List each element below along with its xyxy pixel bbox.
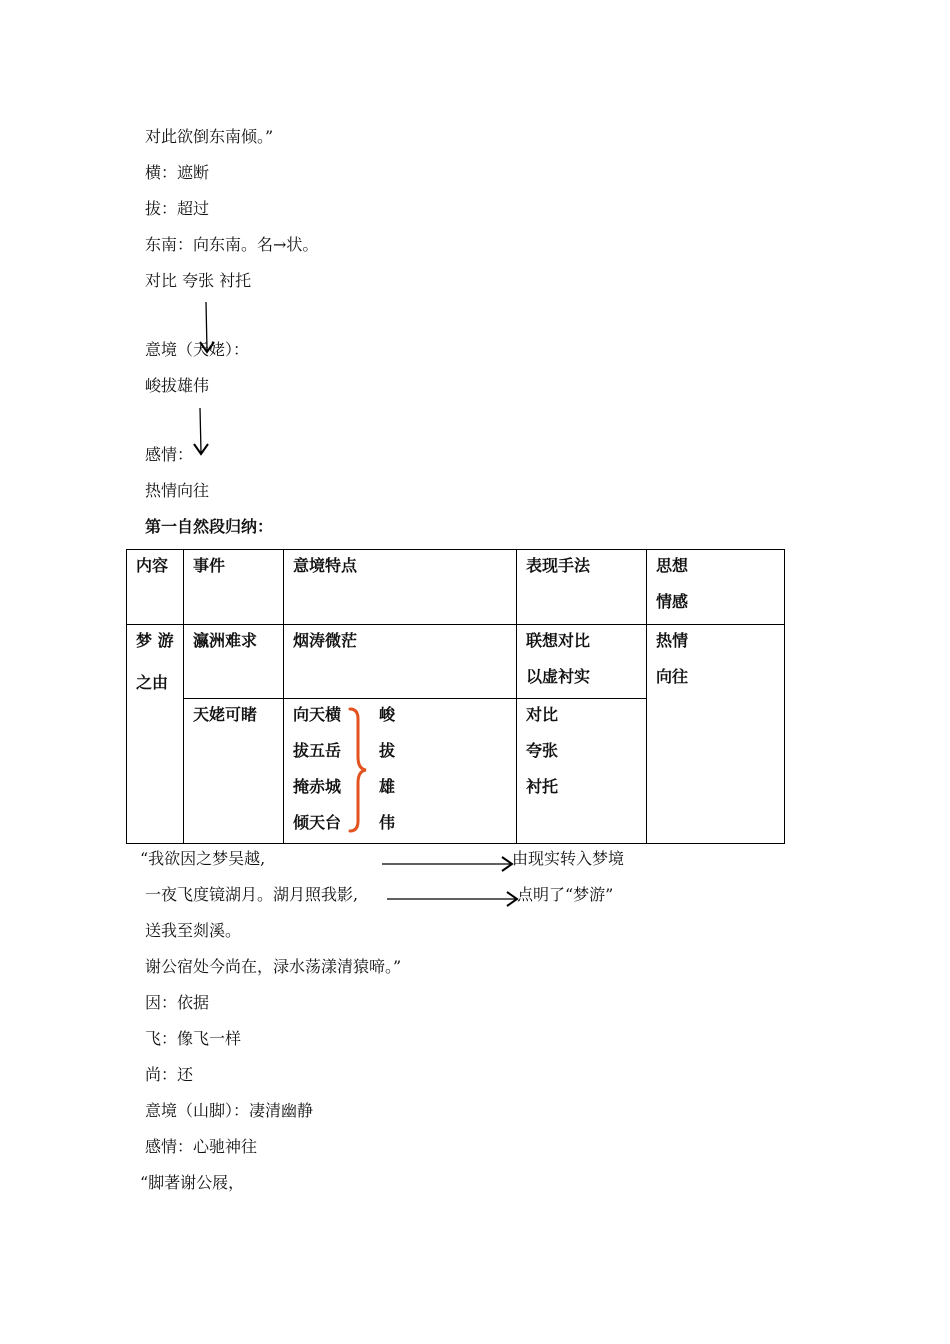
event-cell: 天姥可睹 (184, 699, 284, 844)
section-title: 第一自然段归纳： (145, 517, 274, 536)
text-line: “我欲因之梦吴越, (140, 849, 266, 868)
table-header-row (127, 550, 785, 625)
header-cell: 事件 (184, 550, 284, 625)
text-line: 意境（天姥）： (145, 340, 250, 359)
method-text: 联想对比 (526, 631, 591, 650)
scene-char: 雄 (379, 777, 396, 796)
scene-phrases (293, 705, 341, 833)
right-arrow-icon (385, 889, 521, 909)
scene-cell (284, 699, 517, 844)
text-line: 对此欲倒东南倾。” (145, 127, 274, 146)
annotation-note: 由现实转入梦境 (512, 849, 625, 868)
scene-char: 伟 (379, 813, 396, 832)
header-text: 情感 (656, 592, 689, 611)
right-arrow-icon (380, 854, 516, 874)
text-line: 送我至剡溪。 (145, 921, 242, 940)
scene-phrase: 向天横 (293, 705, 342, 724)
scene-char: 拔 (379, 741, 396, 760)
text-line: 热情向往 (145, 481, 210, 500)
row-label-text: 之由 (136, 673, 169, 692)
curly-brace-icon (346, 705, 370, 835)
event-cell: 瀛洲难求 (184, 625, 284, 699)
text-line: 因：依据 (145, 993, 210, 1012)
text-line: 飞：像飞一样 (145, 1029, 242, 1048)
method-cell (517, 699, 647, 844)
text-line: 对比 夸张 衬托 (145, 271, 252, 290)
text-line: 谢公宿处今尚在，渌水荡漾清猿啼。” (145, 957, 402, 976)
scene-char: 峻 (379, 705, 396, 724)
method-text: 夸张 (526, 741, 559, 760)
emotion-text: 向往 (656, 667, 689, 686)
header-cell: 意境特点 (284, 550, 517, 625)
header-cell: 内容 (127, 550, 184, 625)
scene-cell: 烟涛微茫 (284, 625, 517, 699)
down-arrow-icon (190, 406, 214, 458)
text-line: 拔：超过 (145, 199, 210, 218)
summary-table (126, 549, 785, 844)
scene-summary (379, 705, 395, 833)
row-label-text: 梦 游 (136, 631, 174, 650)
method-text: 以虚衬实 (526, 667, 591, 686)
row-label-cell (127, 625, 184, 844)
method-text: 衬托 (526, 777, 559, 796)
text-line: 东南：向东南。名→状。 (145, 235, 319, 254)
text-line: 意境（山脚）：凄清幽静 (145, 1101, 314, 1120)
method-text: 对比 (526, 705, 559, 724)
text-line: 尚：还 (145, 1065, 194, 1084)
text-line: 感情： (145, 445, 194, 464)
text-line: “脚著谢公屐， (140, 1173, 245, 1192)
scene-phrase: 倾天台 (293, 813, 342, 832)
emotion-text: 热情 (656, 631, 689, 650)
method-cell (517, 625, 647, 699)
scene-phrase: 掩赤城 (293, 777, 342, 796)
emotion-cell (647, 625, 785, 844)
table-row (127, 625, 785, 699)
text-line: 横：遮断 (145, 163, 210, 182)
scene-phrase: 拔五岳 (293, 741, 342, 760)
annotation-note: 点明了“梦游” (517, 885, 614, 904)
text-line: 峻拔雄伟 (145, 376, 210, 395)
text-line: 感情：心驰神往 (145, 1137, 258, 1156)
header-cell: 表现手法 (517, 550, 647, 625)
header-cell (647, 550, 785, 625)
text-line: 一夜飞度镜湖月。湖月照我影, (145, 885, 359, 904)
header-text: 思想 (656, 556, 689, 575)
